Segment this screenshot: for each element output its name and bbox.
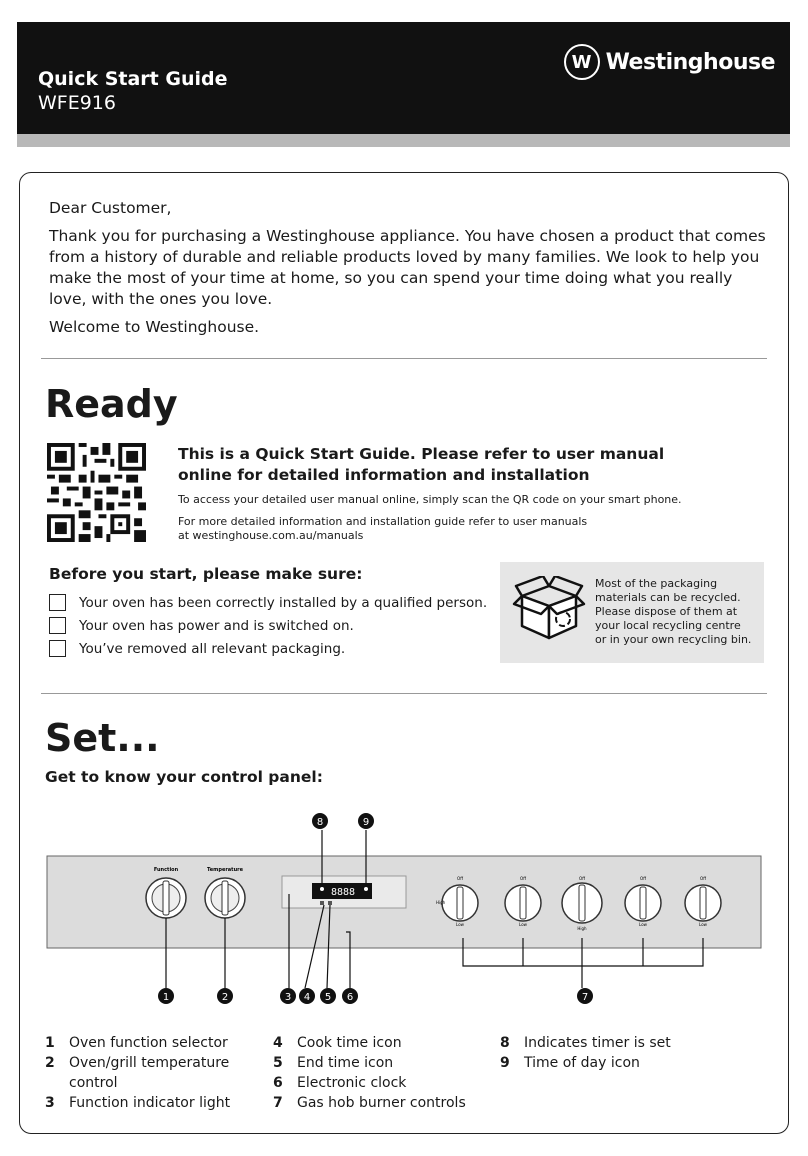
legend-column <box>45 1033 239 1113</box>
svg-text:4: 4 <box>303 992 311 1003</box>
legend-item: 4 Cook time icon <box>273 1035 402 1051</box>
callout-5 <box>320 988 336 1004</box>
greeting: Dear Customer, <box>49 199 172 217</box>
hob-burner-knob[interactable] <box>442 885 478 921</box>
svg-text:Off: Off <box>640 876 646 881</box>
timer-icon <box>320 887 324 891</box>
before-you-start-title: Before you start, please make sure: <box>49 565 363 583</box>
qr-code-icon[interactable] <box>47 443 146 542</box>
svg-text:Low: Low <box>699 922 707 927</box>
set-heading: Set... <box>45 716 160 760</box>
legend-item: 8 Indicates timer is set <box>500 1035 671 1051</box>
checklist-item[interactable]: Your oven has been correctly installed by a qualified person. <box>49 594 487 611</box>
welcome-line: Welcome to Westinghouse. <box>49 318 260 336</box>
checkbox[interactable] <box>49 640 66 657</box>
clock-display: 8888 <box>330 887 356 898</box>
svg-text:5: 5 <box>324 992 332 1003</box>
svg-text:Low: Low <box>519 922 527 927</box>
time-of-day-icon <box>364 887 368 891</box>
callout-9 <box>358 813 374 829</box>
legend-item: 9 Time of day icon <box>500 1055 640 1071</box>
legend-item: 2 Oven/grill temperature control <box>45 1055 230 1091</box>
hob-burner-knob[interactable] <box>562 883 602 923</box>
header-banner <box>17 22 790 134</box>
cook-time-icon[interactable] <box>320 901 324 905</box>
legend-item: 1 Oven function selector <box>45 1035 228 1051</box>
hob-burner-knob[interactable] <box>505 885 541 921</box>
legend-item: 6 Electronic clock <box>273 1075 407 1091</box>
callout-1 <box>158 988 174 1004</box>
manuals-url[interactable]: at westinghouse.com.au/manuals <box>178 529 364 542</box>
checkbox[interactable] <box>49 594 66 611</box>
control-panel-diagram <box>40 808 770 1008</box>
brand-name: Westinghouse <box>605 49 775 75</box>
legend-item: 7 Gas hob burner controls <box>273 1095 466 1111</box>
callout-2 <box>217 988 233 1004</box>
svg-text:3: 3 <box>284 992 292 1003</box>
callout-8 <box>312 813 328 829</box>
svg-text:2: 2 <box>221 992 229 1003</box>
svg-text:6: 6 <box>346 992 354 1003</box>
divider <box>41 358 767 359</box>
svg-text:7: 7 <box>581 992 589 1003</box>
qr-instruction: To access your detailed user manual online, simply scan the QR code on your smart phone. <box>178 493 682 506</box>
svg-text:Low: Low <box>639 922 647 927</box>
svg-text:Off: Off <box>457 876 463 881</box>
temperature-label: Temperature <box>207 867 243 873</box>
checklist-item[interactable]: Your oven has power and is switched on. <box>49 617 354 634</box>
manuals-line: For more detailed information and installation guide refer to user manuals <box>178 515 588 528</box>
legend-item: 5 End time icon <box>273 1055 394 1071</box>
oven-function-knob[interactable] <box>146 878 186 918</box>
guide-title: Quick Start Guide <box>38 68 228 90</box>
divider <box>41 693 767 694</box>
end-time-icon[interactable] <box>328 901 332 905</box>
callout-4 <box>299 988 315 1004</box>
callout-3 <box>280 988 296 1004</box>
legend-item: 3 Function indicator light <box>45 1095 231 1111</box>
legend-column <box>273 1033 467 1113</box>
svg-text:Off: Off <box>579 876 585 881</box>
callout-7 <box>577 988 593 1004</box>
legend-column <box>500 1033 694 1073</box>
qr-heading: This is a Quick Start Guide. Please refer to user manual online for detailed information and installation <box>178 445 665 484</box>
header-underline <box>17 134 790 147</box>
temperature-knob[interactable] <box>205 878 245 918</box>
hob-burner-knob[interactable] <box>625 885 661 921</box>
svg-text:8: 8 <box>316 817 324 828</box>
callout-6 <box>342 988 358 1004</box>
checklist-item[interactable]: You’ve removed all relevant packaging. <box>49 640 345 657</box>
svg-text:High: High <box>577 926 587 931</box>
recycling-note: Most of the packaging materials can be recycled. Please dispose of them at your local recycling centre or in your own recycling bin. <box>500 562 764 663</box>
recycle-box-icon <box>512 576 586 642</box>
intro-body: Thank you for purchasing a Westinghouse appliance. You have chosen a product that comes from a history of durable and reliable products loved by many families. We look to help you make the most of your time at home, so you can spend your time doing what you really love, with the ones you love. <box>49 227 766 308</box>
checkbox[interactable] <box>49 617 66 634</box>
westinghouse-logo-icon: W <box>564 44 600 80</box>
hob-burner-knob[interactable] <box>685 885 721 921</box>
brand-logo <box>564 44 775 80</box>
control-panel-subheading: Get to know your control panel: <box>45 768 323 786</box>
function-label: Function <box>153 867 179 873</box>
intro-letter <box>49 198 769 345</box>
svg-text:High: High <box>436 900 446 905</box>
svg-text:1: 1 <box>162 992 170 1003</box>
svg-text:Low: Low <box>456 922 464 927</box>
svg-text:9: 9 <box>362 817 370 828</box>
svg-text:Off: Off <box>520 876 526 881</box>
model-number: WFE916 <box>38 92 116 114</box>
ready-heading: Ready <box>45 382 178 426</box>
electronic-clock[interactable] <box>282 876 406 908</box>
svg-text:Off: Off <box>700 876 706 881</box>
